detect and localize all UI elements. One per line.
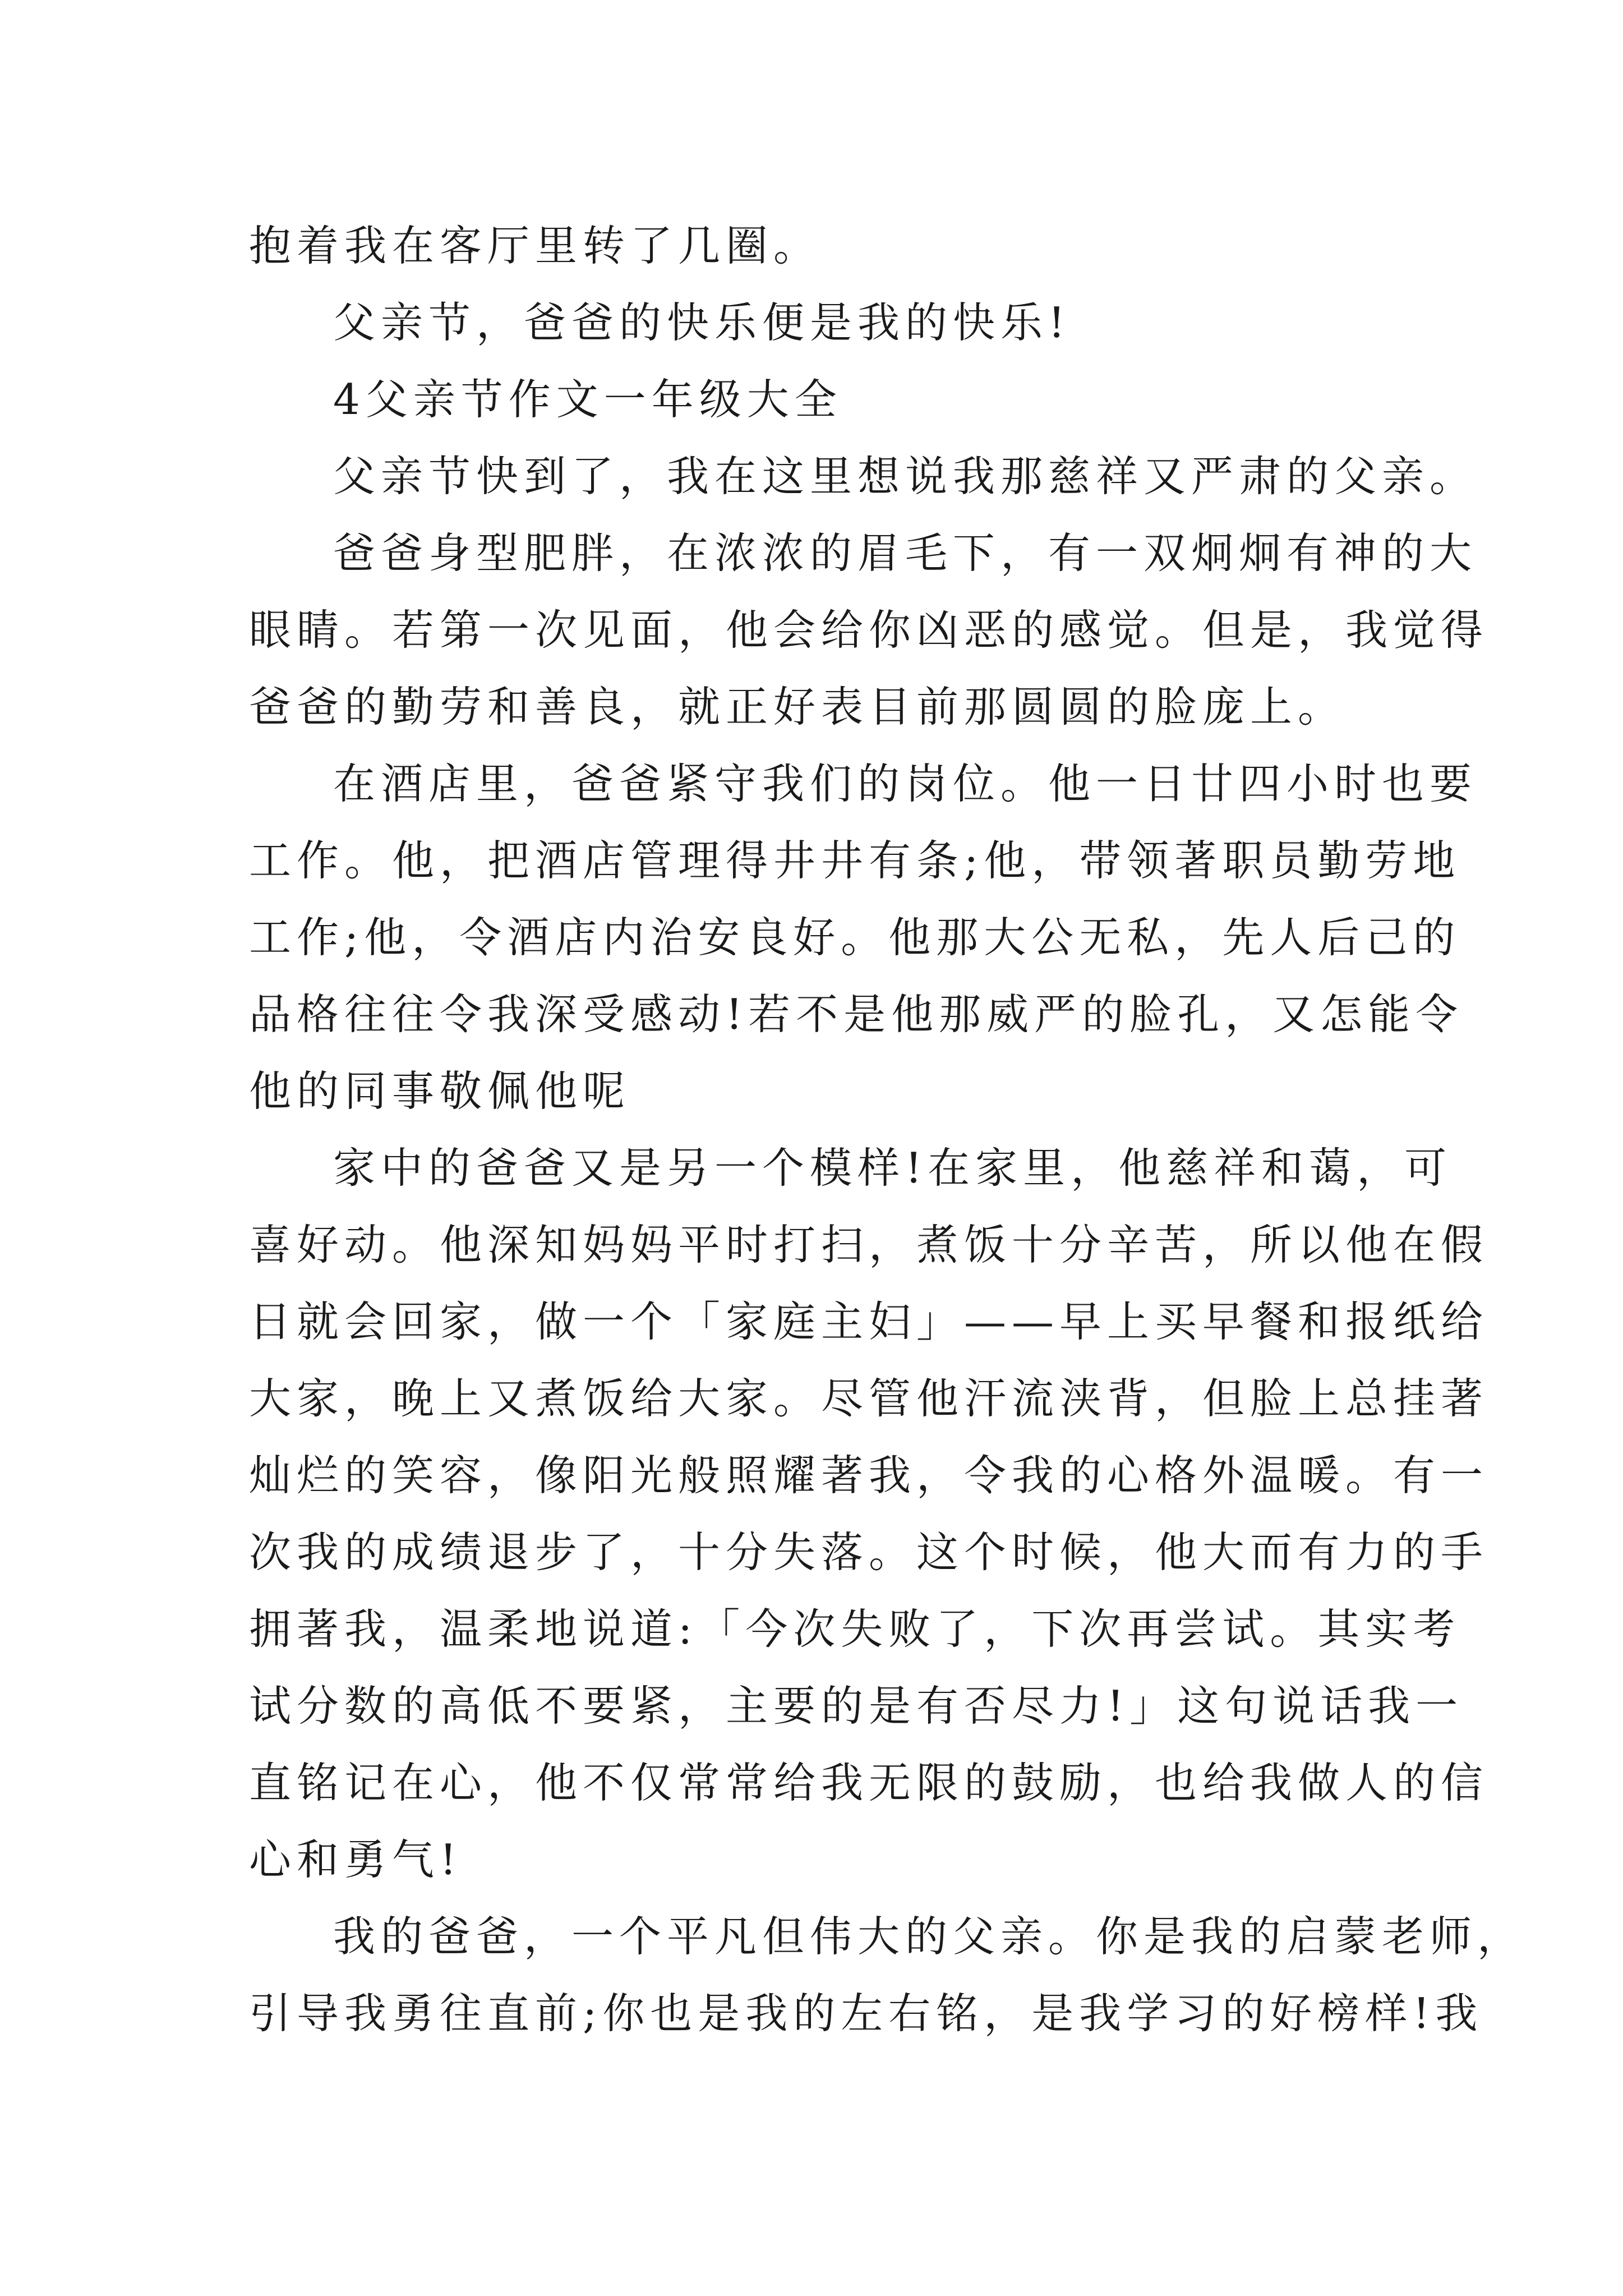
text-line: 日就会回家，做一个「家庭主妇」——早上买早餐和报纸给 — [249, 1297, 1489, 1346]
text-line: 大家，晚上又煮饭给大家。尽管他汗流浃背，但脸上总挂著 — [249, 1374, 1489, 1423]
text-line: 工作。他，把酒店管理得井井有条;他，带领著职员勤劳地 — [249, 836, 1461, 885]
text-line: 爸爸的勤劳和善良，就正好表目前那圆圆的脸庞上。 — [249, 682, 1346, 731]
text-line: 引导我勇往直前;你也是我的左右铭，是我学习的好榜样!我 — [249, 1989, 1483, 2038]
text-line: 喜好动。他深知妈妈平时打扫，煮饭十分辛苦，所以他在假 — [249, 1220, 1489, 1269]
text-line: 心和勇气! — [249, 1835, 463, 1884]
text-line: 直铭记在心，他不仅常常给我无限的鼓励，也给我做人的信 — [249, 1758, 1489, 1807]
text-line: 家中的爸爸又是另一个模样!在家里，他慈祥和蔼，可 — [333, 1143, 1453, 1193]
text-line: 试分数的高低不要紧，主要的是有否尽力!」这句说话我一 — [249, 1681, 1464, 1731]
section-heading: 4父亲节作文一年级大全 — [333, 375, 842, 424]
text-line: 工作;他，令酒店内治安良好。他那大公无私，先人后己的 — [249, 913, 1461, 962]
text-line: 他的同事敬佩他呢 — [249, 1066, 631, 1116]
text-line: 眼睛。若第一次见面，他会给你凶恶的感觉。但是，我觉得 — [249, 605, 1489, 655]
text-line: 次我的成绩退步了，十分失落。这个时候，他大而有力的手 — [249, 1527, 1489, 1577]
text-line: 爸爸身型肥胖，在浓浓的眉毛下，有一双炯炯有神的大 — [333, 528, 1478, 578]
text-line: 灿烂的笑容，像阳光般照耀著我，令我的心格外温暖。有一 — [249, 1451, 1489, 1500]
text-line: 品格往往令我深受感动!若不是他那威严的脸孔，又怎能令 — [249, 990, 1464, 1039]
text-line: 在酒店里，爸爸紧守我们的岗位。他一日廿四小时也要 — [333, 759, 1478, 808]
document-body — [249, 208, 1525, 2052]
text-line: 父亲节快到了，我在这里想说我那慈祥又严肃的父亲。 — [333, 452, 1478, 501]
text-line: 抱着我在客厅里转了几圈。 — [249, 221, 822, 270]
text-line: 我的爸爸，一个平凡但伟大的父亲。你是我的启蒙老师， — [333, 1912, 1525, 1961]
text-line: 父亲节，爸爸的快乐便是我的快乐! — [333, 298, 1071, 347]
text-line: 拥著我，温柔地说道:「今次失败了，下次再尝试。其实考 — [249, 1604, 1461, 1654]
